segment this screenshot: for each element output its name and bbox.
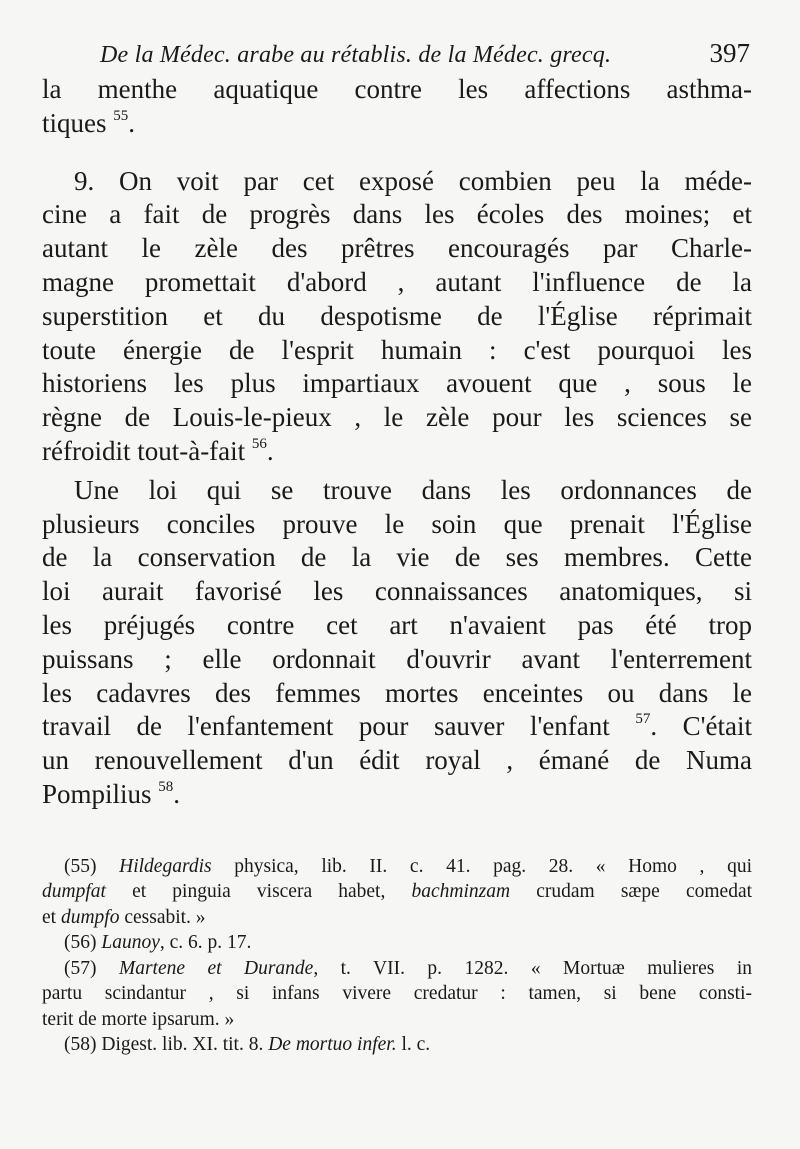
text-span: dumpfo [60,906,120,928]
text-line [42,435,752,469]
footnote-56 [42,930,752,956]
text-line: de la conservation de la vie de ses membres. Cette [42,542,752,573]
text-span: cessabit. » [124,906,206,928]
footnote-55 [42,854,752,880]
text-span: réfroidit tout-à-fait [42,435,246,466]
text-span: physica, lib. II. c. 41. pag. 28. « Homo , qui [234,855,752,877]
text-span: dumpfat [42,881,106,903]
text-line: superstition et du despotisme de l'Église réprimait [42,300,752,331]
text-line: loi aurait favorisé les connaissances anatomiques, si [42,576,752,607]
text-line: un renouvellement d'un édit royal , émané de Numa [42,745,752,776]
footnote-55-line3 [42,905,752,931]
text-span: Digest. lib. XI. tit. 8. [101,1034,264,1056]
footnote-author: Launoy [101,932,160,954]
text-span: . C'était [650,711,753,742]
footnote-57 [42,956,752,982]
paragraph-9 [42,165,752,469]
page-header [100,38,750,69]
text-span: crudam sæpe comedat [536,881,753,903]
text-line: 9. On voit par cet exposé combien peu la méde- [74,165,752,196]
text-span: bachminzam [411,881,511,903]
text-line [42,778,752,812]
text-span: , t. VII. p. 1282. « Mortuæ mulieres in [313,957,752,979]
footnote-57-line3: terit de morte ipsarum. » [42,1008,235,1030]
text-span: tiques [42,107,107,138]
paragraph-loi [42,474,752,812]
footnote-number: (56) [64,932,97,954]
text-line: la menthe aquatique contre les affections asthma- [42,74,752,104]
footnote-58 [42,1032,752,1058]
text-line: cine a fait de progrès dans les écoles des moines; et [42,199,752,230]
footnotes [42,854,752,1058]
text-line: historiens les plus impartiaux avouent que , sous le [42,368,752,399]
text-line: les cadavres des femmes mortes enceintes ou dans le [42,677,752,708]
text-line [42,710,752,744]
text-line: autant le zèle des prêtres encouragés par Charle- [42,233,752,264]
footnote-number: (57) [64,957,97,979]
text-line: Une loi qui se trouve dans les ordonnances de [74,474,752,505]
running-title: De la Médec. arabe au rétablis. de la Médec. grecq. [100,42,612,68]
text-span: De mortuo infer. [268,1034,397,1056]
footnote-ref: 57 [635,711,651,728]
footnote-author: Hildegardis [119,855,212,877]
footnote-ref: 55 [113,107,129,124]
text-span: et [42,906,57,928]
text-span: travail de l'enfantement pour sauver l'enfant [42,711,610,742]
text-span: . [173,778,181,809]
text-span: Pompilius [42,778,152,809]
text-span: l. c. [401,1034,431,1056]
footnote-ref: 56 [251,435,267,452]
paragraph-continuation [42,73,752,141]
text-line: plusieurs conciles prouve le soin que prenait l'Église [42,508,752,539]
footnote-57-line2: partu scindantur , si infans vivere credatur : tamen, si bene consti- [42,983,752,1005]
text-line: toute énergie de l'esprit humain : c'est pourquoi les [42,334,752,365]
footnote-author: Martene et Durande [118,957,314,979]
footnote-ref: 58 [158,778,174,795]
text-span: , c. 6. p. 17. [159,932,252,954]
text-line: règne de Louis-le-pieux , le zèle pour les sciences se [42,402,752,433]
text-line: puissans ; elle ordonnait d'ouvrir avant l'enterrement [42,643,752,674]
text-line: les préjugés contre cet art n'avaient pas été trop [42,609,752,640]
footnote-number: (58) [64,1034,97,1056]
page-number: 397 [709,38,750,68]
text-span: et pinguia viscera habet, [132,881,386,903]
text-line: magne promettait d'abord , autant l'influence de la [42,266,752,297]
footnote-55-line2 [42,879,752,905]
text-span: . [266,435,274,466]
text-line [42,107,752,141]
text-span: . [128,107,135,138]
footnote-number: (55) [64,855,97,877]
